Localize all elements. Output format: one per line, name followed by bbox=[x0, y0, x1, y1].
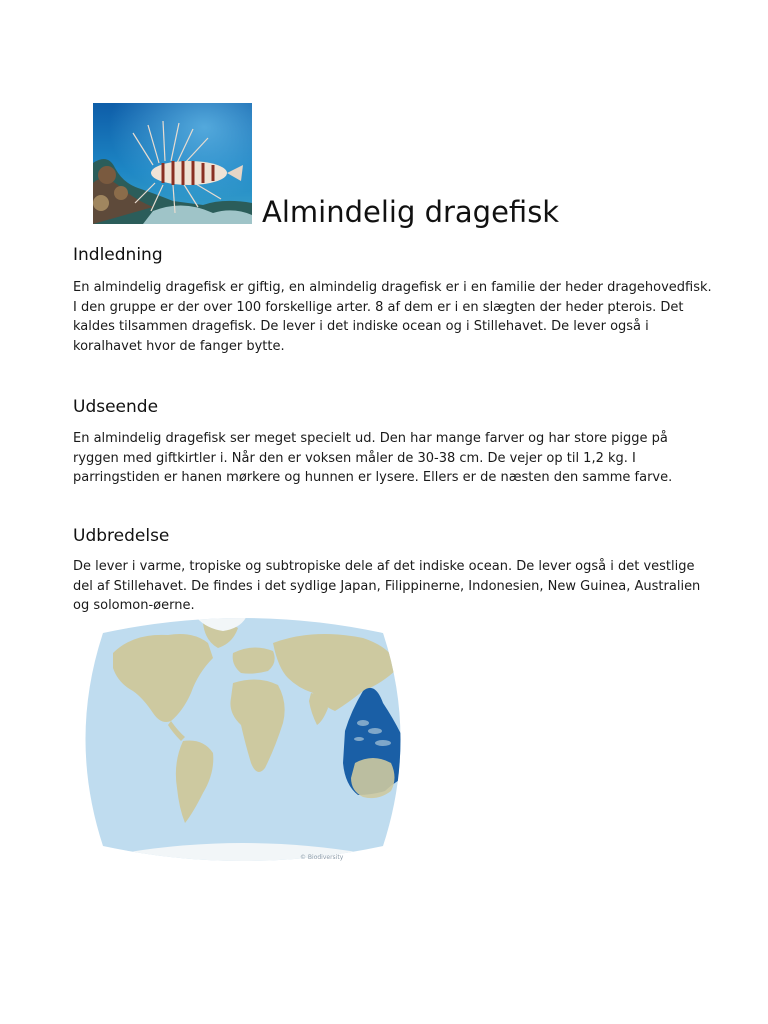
heading-udbredelse: Udbredelse bbox=[73, 526, 170, 546]
paragraph-indledning: En almindelig dragefisk er giftig, en almindelig dragefisk er i en familie der heder dragehovedfisk. I den gruppe er der over 100 forskellige arter. 8 af dem er i en slægten der heder pterois. Det kaldes tilsammen dragefisk. De lever i det indiske ocean og i Stillehavet. De lever også i koralhavet hvor de fanger bytte. bbox=[73, 280, 712, 354]
paragraph-udbredelse: De lever i varme, tropiske og subtropiske dele af det indiske ocean. De lever også i det vestlige del af Stillehavet. De findes i det sydlige Japan, Filippinerne, Indonesien, New Guinea, Australien og solomon-øerne. bbox=[73, 559, 701, 613]
paragraph-udseende: En almindelig dragefisk ser meget specielt ud. Den har mange farver og har store pigge på ryggen med giftkirtler i. Når den er voksen måler de 30-38 cm. De vejer op til 1,2 kg. I parringstiden er hanen mørkere og hunnen er lysere. Ellers er de næsten den samme farve. bbox=[73, 431, 673, 485]
heading-udseende: Udseende bbox=[73, 397, 159, 417]
map-credit: © Biodiversity bbox=[300, 854, 344, 861]
distribution-map bbox=[73, 613, 413, 866]
lionfish-photo bbox=[93, 103, 252, 224]
heading-indledning: Indledning bbox=[73, 245, 163, 265]
document-title: Almindelig dragefisk bbox=[262, 195, 560, 229]
